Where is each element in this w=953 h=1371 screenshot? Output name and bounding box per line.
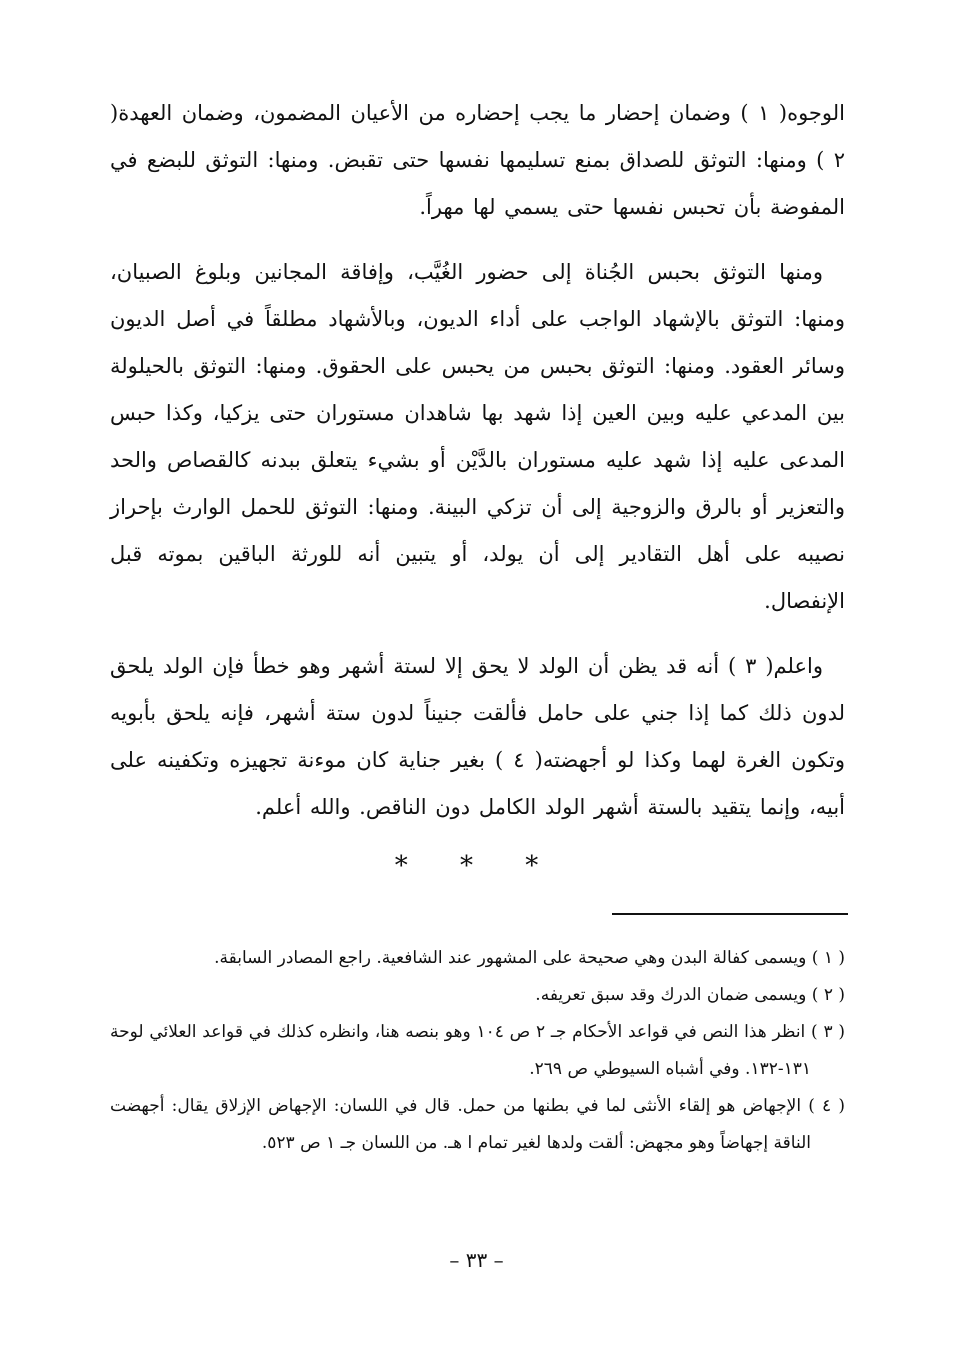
page-body: [110, 90, 845, 901]
footnotes: [110, 940, 845, 1162]
page-number: – ٣٣ –: [449, 1248, 504, 1272]
footnote-4: ( ٤ ) الإجهاض هو إلقاء الأنثى لما في بطنها من حمل. قال في اللسان: الإجهاض الإزلاق يقال: أجهضت الناقة إجهاضاً وهو مجهض: ألقت ولدها لغير تمام ا هـ. من اللسان جـ ١ ص ٥٢٣.: [110, 1096, 845, 1153]
footnote-divider: [612, 913, 848, 915]
paragraph-1: الوجوه( ١ ) وضمان إحضار ما يجب إحضاره من الأعيان المضمون، وضمان العهدة( ٢ ) ومنها: التوثق للصداق بمنع تسليمها نفسها حتى تقبض. ومنها: التوثق للبضع في المفوضة بأن تحبس نفسها حتى يسمي لها مهراً.: [110, 101, 845, 219]
footnote-1: ( ١ ) ويسمى كفالة البدن وهي صحيحة على المشهور عند الشافعية. راجع المصادر السابقة.: [214, 948, 845, 968]
section-separator: * * *: [394, 851, 561, 881]
footnote-2: ( ٢ ) ويسمى ضمان الدرك وقد سبق تعريفه.: [535, 985, 845, 1005]
paragraph-2: ومنها التوثق بحبس الجُناة إلى حضور الغُيَّب، وإفاقة المجانين وبلوغ الصبيان، ومنها: التوثق بالإشهاد الواجب على أداء الديون، وبالأشهاد مطلقاً في أصل الديون وسائر العقود. ومنها: التوثق بحبس من يحبس على الحقوق. ومنها: التوثق بالحيلولة بين المدعي عليه وبين العين إذا شهد بها شاهدان مستوران حتى يزكيا، وكذا حبس المدعى عليه إذا شهد عليه مستوران بالدَّيْن أو بشيء يتعلق ببدنه كالقصاص والحد والتعزير أو بالرق والزوجية إلى أن تزكي البينة. ومنها: التوثق للحمل الوارث بإحراز نصيبه على أهل التقادير إلى أن يولد، أو يتبين أنه للورثة الباقين بموته قبل الإنفصال.: [110, 260, 845, 613]
paragraph-3: واعلم( ٣ ) أنه قد يظن أن الولد لا يحق إلا لستة أشهر وهو خطأ فإن الولد يلحق لدون ذلك كما إذا جني على حامل فألقت جنيناً لدون ستة أشهر، فإنه يلحق بأبويه وتكون الغرة لهما وكذا لو أجهضته( ٤ ) بغير جناية كان موءنة تجهيزه وتكفينه على أبيه، وإنما يتقيد بالستة أشهر الولد الكامل دون الناقص. والله أعلم.: [110, 654, 846, 819]
footnote-3: ( ٣ ) انظر هذا النص في قواعد الأحكام جـ ٢ ص ١٠٤ وهو بنصه هنا، وانظره كذلك في قواعد العلائي لوحة ١٣١-١٣٢. وفي أشباه السيوطي ص ٢٦٩.: [110, 1022, 845, 1079]
main-text: [110, 90, 845, 831]
